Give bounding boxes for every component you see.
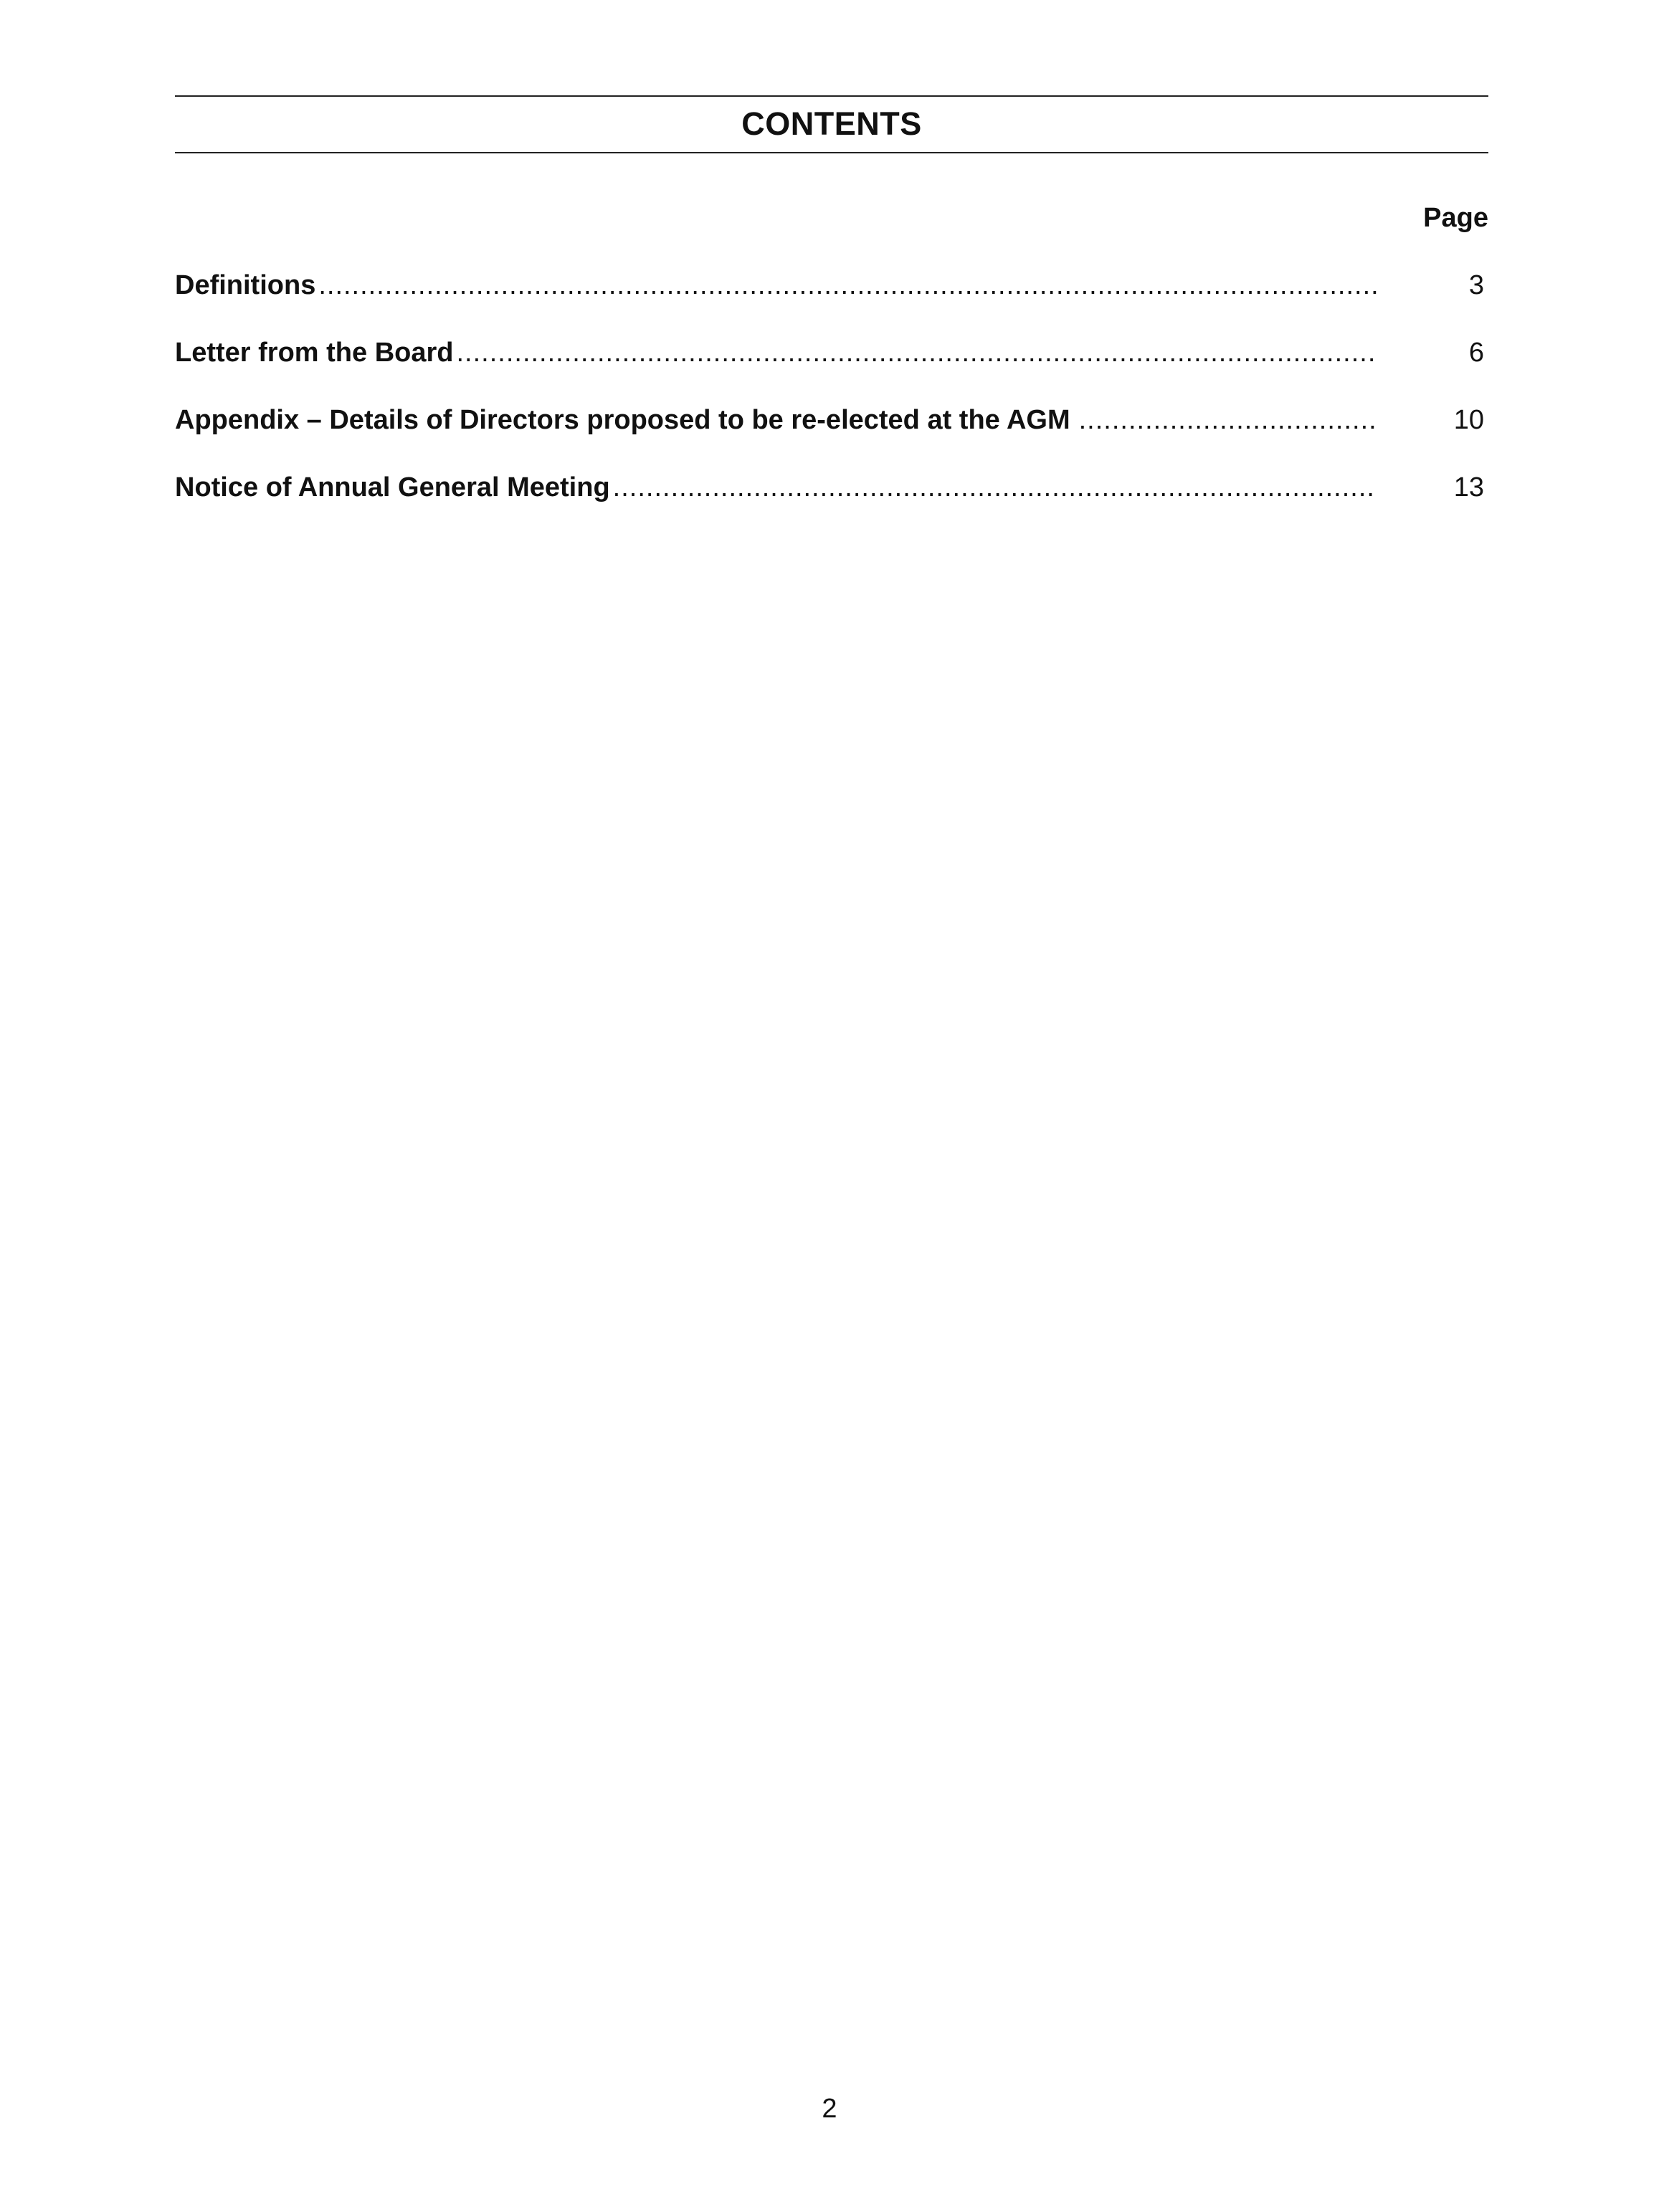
- page-column-heading: Page: [1423, 203, 1488, 233]
- toc-entry-page-number: 10: [1453, 405, 1484, 435]
- dot-leader: [613, 469, 1377, 506]
- toc-entry-definitions[interactable]: [175, 267, 1377, 304]
- toc-entry-label: Appendix – Details of Directors proposed to be re-elected at the AGM: [175, 405, 1070, 435]
- toc-entry-page-number: 6: [1468, 338, 1484, 368]
- toc-row-definitions: [175, 267, 1488, 334]
- title-bottom-rule: [175, 152, 1488, 153]
- footer-page-number: 2: [822, 2094, 837, 2124]
- toc-row-notice-of-agm: [175, 469, 1488, 536]
- dot-leader: [1079, 401, 1377, 439]
- toc-entry-page-number: 13: [1453, 472, 1484, 502]
- toc-entry-notice-of-agm[interactable]: [175, 469, 1377, 506]
- toc-entry-page-number: 3: [1468, 270, 1484, 300]
- table-of-contents: [175, 267, 1488, 536]
- toc-entry-label: Definitions: [175, 270, 316, 300]
- toc-row-appendix: [175, 401, 1488, 469]
- dot-leader: [318, 267, 1377, 304]
- dot-leader: [456, 334, 1377, 371]
- toc-entry-letter-from-the-board[interactable]: [175, 334, 1377, 371]
- toc-row-letter-from-the-board: [175, 334, 1488, 401]
- toc-entry-appendix[interactable]: [175, 401, 1377, 439]
- toc-entry-label: Notice of Annual General Meeting: [175, 472, 610, 502]
- toc-entry-label: Letter from the Board: [175, 338, 454, 368]
- title-top-rule: [175, 95, 1488, 97]
- contents-title: CONTENTS: [741, 105, 922, 142]
